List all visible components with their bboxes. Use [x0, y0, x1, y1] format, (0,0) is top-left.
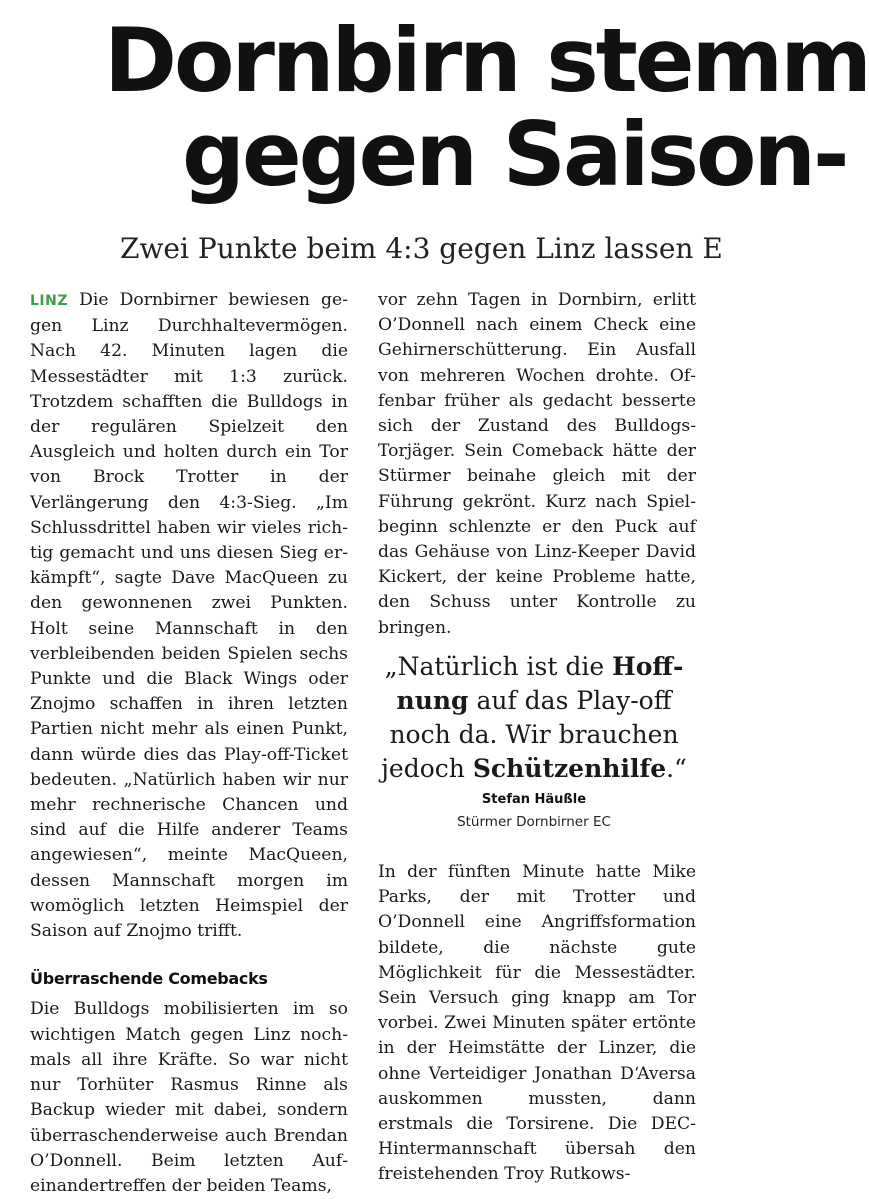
article-column-left [30, 288, 348, 1199]
quote-author-role: Stürmer Dornbirner EC [457, 814, 611, 830]
quote-text: .“ [666, 754, 687, 783]
article-paragraph [30, 288, 348, 944]
article-column-right-top [378, 288, 696, 641]
headline-line-1: Dornbirn stemm [104, 9, 869, 112]
quote-text: „Natürlich ist die [384, 652, 613, 681]
pull-quote [378, 650, 690, 786]
section-subheading: Überraschende Comebacks [30, 969, 268, 989]
quote-bold: Schützenhilfe [472, 754, 667, 783]
quote-bold: Hoffnung [396, 652, 684, 715]
subheadline: Zwei Punkte beim 4:3 gegen Linz lassen E [120, 232, 723, 265]
article-column-right-bottom [378, 860, 696, 1188]
quote-author: Stefan Häußle [481, 792, 587, 807]
article-paragraph: vor zehn Tagen in Dornbirn, erlitt O’Donnell nach einem Check eine Gehirnerschütterung. Ein Ausfall von mehreren Wochen drohte. Offenbar früher als gedacht besserte sich der Zustand des Bulldogs-Torjäger. Sein Comeback hätte der Stürmer beinahe gleich mit der Führung gekrönt. Kurz nach Spielbeginn schlenzte er den Puck auf das Gehäuse von Linz-Keeper David Kickert, der keine Probleme hatte, den Schuss unter Kontrolle zu bringen. [378, 290, 696, 638]
dateline: LINZ [30, 293, 68, 309]
paragraph-text: Die Dornbirner bewiesen gegen Linz Durchhaltevermögen. Nach 42. Minuten lagen die Messestädter mit 1:3 zurück. Trotzdem schafften die Bulldogs in der regulären Spielzeit den Ausgleich und holten durch ein Tor von Brock Trotter in der Verlängerung den 4:3-Sieg. „Im Schlussdrittel haben wir vieles richtig gemacht und uns diesen Sieg erkämpft“, sagte Dave MacQueen zu den gewonnenen zwei Punkten. Holt seine Mannschaft in den verbleibenden beiden Spielen sechs Punkte und die Black Wings oder Znojmo schaffen in ihren letzten Partien nicht mehr als einen Punkt, dann würde dies das Play-off-Ticket bedeuten. „Natürlich haben wir nur mehr rechnerische Chancen und sind auf die Hilfe anderer Teams angewiesen“, meinte MacQueen, dessen Mannschaft morgen im womöglich letzten Heimspiel der Saison auf Znojmo trifft. [30, 290, 348, 942]
headline [104, 9, 869, 206]
headline-line-2: gegen Saison- [182, 103, 847, 206]
quote-text: auf das Play-off noch da. Wir brauchen jedoch [381, 686, 679, 783]
article-paragraph: In der fünften Minute hatte Mike Parks, der mit Trotter und O’Donnell eine Angriffsformation bildete, die nächste gute Möglichkeit für die Messestädter. Sein Versuch ging knapp am Tor vorbei. Zwei Minuten später ertönte in der Heimstätte der Linzer, die ohne Verteidiger Jonathan D‘Aversa auskommen mussten, dann erstmals die Torsirene. Die DEC-Hintermannschaft übersah den freistehenden Troy Rutkows- [378, 862, 696, 1185]
article-paragraph: Die Bulldogs mobilisierten im so wichtigen Match gegen Linz nochmals all ihre Kräfte. So war nicht nur Torhüter Rasmus Rinne als Backup wieder mit dabei, sondern überraschenderweise auch Brendan O’Donnell. Beim letzten Aufeinandertreffen der beiden Teams, [30, 999, 348, 1196]
